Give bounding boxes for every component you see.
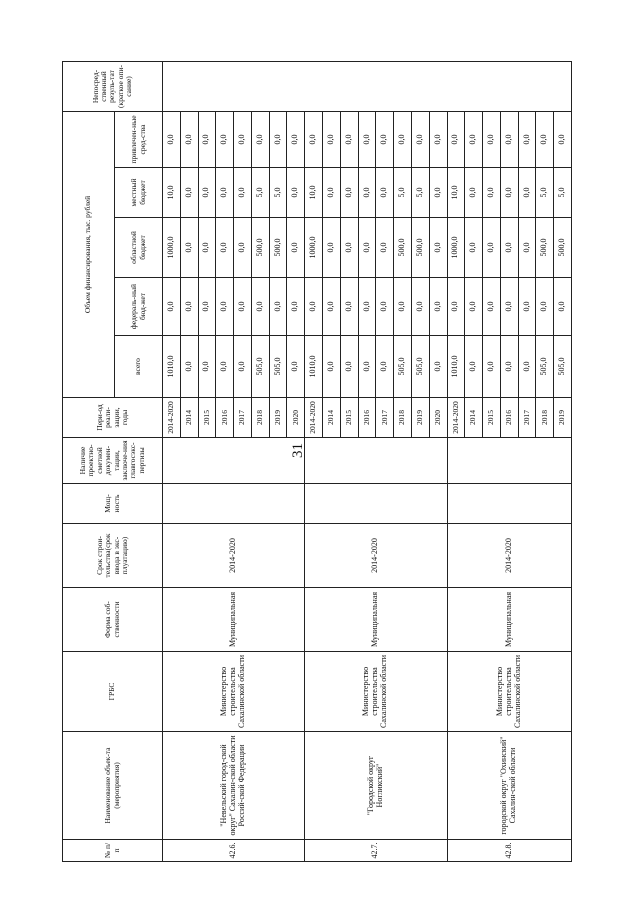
header-design: Наличие проектно-сметной докумен-тации, заключе-ния главгосэкс-пертизы [63,438,163,484]
regional-cell: 1000,0 [163,218,181,278]
power-cell [305,484,447,524]
period-cell: 2014 [465,398,483,438]
local-cell: 10,0 [305,168,323,218]
attracted-cell: 0,0 [251,111,269,167]
result-cell [163,61,572,111]
total-cell: 505,0 [269,336,287,398]
total-cell: 0,0 [483,336,501,398]
total-cell: 0,0 [376,336,394,398]
total-cell: 0,0 [198,336,216,398]
period-cell: 2018 [394,398,412,438]
header-term: Срок строи-тельства(срок ввода в экс-плуатацию) [63,524,163,588]
regional-cell: 500,0 [411,218,429,278]
total-cell: 505,0 [536,336,554,398]
federal-cell: 0,0 [429,278,447,336]
attracted-cell: 0,0 [376,111,394,167]
local-cell: 0,0 [216,168,234,218]
header-local: местный бюджет [115,168,163,218]
total-cell: 0,0 [340,336,358,398]
local-cell: 0,0 [429,168,447,218]
financing-table [62,61,572,862]
total-cell: 0,0 [465,336,483,398]
federal-cell: 0,0 [536,278,554,336]
page-number: 31 [290,443,306,458]
header-period: Пери-од реали-зации, годы [63,398,163,438]
local-cell: 5,0 [536,168,554,218]
local-cell: 5,0 [269,168,287,218]
ownership-cell: Муниципальная [163,588,305,652]
attracted-cell: 0,0 [216,111,234,167]
federal-cell: 0,0 [287,278,305,336]
period-cell: 2019 [411,398,429,438]
local-cell: 10,0 [447,168,465,218]
regional-cell: 500,0 [536,218,554,278]
period-cell: 2014-2020 [305,398,323,438]
regional-cell: 0,0 [465,218,483,278]
period-cell: 2019 [269,398,287,438]
header-attracted: привлечен-ные сред-ства [115,111,163,167]
federal-cell: 0,0 [163,278,181,336]
period-cell: 2014 [323,398,341,438]
local-cell: 0,0 [198,168,216,218]
period-cell: 2015 [340,398,358,438]
federal-cell: 0,0 [358,278,376,336]
federal-cell: 0,0 [198,278,216,336]
period-cell: 2015 [483,398,501,438]
period-cell: 2017 [234,398,252,438]
table-row [305,61,323,861]
attracted-cell: 0,0 [269,111,287,167]
power-cell [163,484,305,524]
regional-cell: 0,0 [198,218,216,278]
attracted-cell: 0,0 [447,111,465,167]
header-federal: федераль-ный бюд-жет [115,278,163,336]
federal-cell: 0,0 [465,278,483,336]
total-cell: 0,0 [234,336,252,398]
local-cell: 0,0 [518,168,536,218]
local-cell: 5,0 [554,168,572,218]
total-cell: 1010,0 [305,336,323,398]
regional-cell: 500,0 [554,218,572,278]
local-cell: 0,0 [465,168,483,218]
local-cell: 5,0 [251,168,269,218]
table-body [163,61,572,861]
local-cell: 0,0 [500,168,518,218]
row-number: 42.8. [447,840,572,862]
federal-cell: 0,0 [500,278,518,336]
regional-cell: 500,0 [269,218,287,278]
federal-cell: 0,0 [554,278,572,336]
attracted-cell: 0,0 [483,111,501,167]
attracted-cell: 0,0 [358,111,376,167]
table-row [163,61,181,861]
period-cell: 2020 [429,398,447,438]
attracted-cell: 0,0 [518,111,536,167]
attracted-cell: 0,0 [198,111,216,167]
total-cell: 0,0 [358,336,376,398]
term-cell: 2014-2020 [163,524,305,588]
regional-cell: 0,0 [234,218,252,278]
federal-cell: 0,0 [305,278,323,336]
header-num: № п/п [63,840,163,862]
design-cell [447,438,572,484]
regional-cell: 0,0 [376,218,394,278]
period-cell: 2014 [180,398,198,438]
local-cell: 0,0 [483,168,501,218]
regional-cell: 500,0 [394,218,412,278]
header-name: Наименование объек-та (мероприятия) [63,732,163,840]
local-cell: 0,0 [340,168,358,218]
regional-cell: 0,0 [483,218,501,278]
term-cell: 2014-2020 [447,524,572,588]
attracted-cell: 0,0 [554,111,572,167]
regional-cell: 1000,0 [447,218,465,278]
object-name: "Городской округ Ногликский" [305,732,447,840]
total-cell: 0,0 [216,336,234,398]
object-name: городской округ "Охинский" Сахалин-ской области [447,732,572,840]
design-cell [305,438,447,484]
federal-cell: 0,0 [518,278,536,336]
regional-cell: 0,0 [287,218,305,278]
total-cell: 1010,0 [163,336,181,398]
attracted-cell: 0,0 [323,111,341,167]
federal-cell: 0,0 [394,278,412,336]
federal-cell: 0,0 [180,278,198,336]
federal-cell: 0,0 [376,278,394,336]
period-cell: 2015 [198,398,216,438]
table-row [447,61,465,861]
regional-cell: 1000,0 [305,218,323,278]
period-cell: 2016 [500,398,518,438]
table-header [63,61,163,861]
ownership-cell: Муниципальная [447,588,572,652]
period-cell: 2017 [376,398,394,438]
design-cell [163,438,305,484]
grbs-cell: Министерство строительства Сахалинской области [305,652,447,732]
period-cell: 2018 [536,398,554,438]
power-cell [447,484,572,524]
attracted-cell: 0,0 [305,111,323,167]
local-cell: 0,0 [180,168,198,218]
local-cell: 0,0 [287,168,305,218]
federal-cell: 0,0 [340,278,358,336]
ownership-cell: Муниципальная [305,588,447,652]
header-regional: областной бюджет [115,218,163,278]
regional-cell: 0,0 [180,218,198,278]
attracted-cell: 0,0 [411,111,429,167]
grbs-cell: Министерство строительства Сахалинской области [163,652,305,732]
attracted-cell: 0,0 [287,111,305,167]
attracted-cell: 0,0 [234,111,252,167]
period-cell: 2017 [518,398,536,438]
attracted-cell: 0,0 [429,111,447,167]
federal-cell: 0,0 [251,278,269,336]
federal-cell: 0,0 [216,278,234,336]
attracted-cell: 0,0 [536,111,554,167]
header-result: Непосред-ственный резуль-тат (краткое опи-сание) [63,61,163,111]
total-cell: 0,0 [180,336,198,398]
total-cell: 0,0 [323,336,341,398]
period-cell: 2016 [358,398,376,438]
local-cell: 0,0 [358,168,376,218]
term-cell: 2014-2020 [305,524,447,588]
attracted-cell: 0,0 [465,111,483,167]
total-cell: 505,0 [554,336,572,398]
regional-cell: 500,0 [251,218,269,278]
local-cell: 5,0 [411,168,429,218]
attracted-cell: 0,0 [163,111,181,167]
regional-cell: 0,0 [429,218,447,278]
local-cell: 5,0 [394,168,412,218]
total-cell: 505,0 [394,336,412,398]
local-cell: 0,0 [234,168,252,218]
header-funding: Объем финансирования, тыс. рублей [63,111,115,397]
period-cell: 2014-2020 [163,398,181,438]
total-cell: 1010,0 [447,336,465,398]
regional-cell: 0,0 [340,218,358,278]
attracted-cell: 0,0 [180,111,198,167]
total-cell: 505,0 [411,336,429,398]
attracted-cell: 0,0 [340,111,358,167]
total-cell: 0,0 [287,336,305,398]
header-power: Мощ-ность [63,484,163,524]
federal-cell: 0,0 [269,278,287,336]
period-cell: 2018 [251,398,269,438]
object-name: "Невельский город-ской округ" Сахалин-ской области Россий-ской Федерации [163,732,305,840]
grbs-cell: Министерство строительства Сахалинской области [447,652,572,732]
total-cell: 0,0 [429,336,447,398]
header-grbs: ГРБС [63,652,163,732]
attracted-cell: 0,0 [394,111,412,167]
regional-cell: 0,0 [216,218,234,278]
federal-cell: 0,0 [447,278,465,336]
period-cell: 2019 [554,398,572,438]
federal-cell: 0,0 [323,278,341,336]
federal-cell: 0,0 [483,278,501,336]
period-cell: 2020 [287,398,305,438]
header-total: всего [115,336,163,398]
period-cell: 2016 [216,398,234,438]
period-cell: 2014-2020 [447,398,465,438]
regional-cell: 0,0 [323,218,341,278]
header-ownership: Форма соб-ственности [63,588,163,652]
rotated-document [62,62,572,862]
row-number: 42.7. [305,840,447,862]
local-cell: 0,0 [376,168,394,218]
total-cell: 505,0 [251,336,269,398]
regional-cell: 0,0 [500,218,518,278]
row-number: 42.6. [163,840,305,862]
federal-cell: 0,0 [234,278,252,336]
regional-cell: 0,0 [358,218,376,278]
total-cell: 0,0 [518,336,536,398]
local-cell: 0,0 [323,168,341,218]
total-cell: 0,0 [500,336,518,398]
attracted-cell: 0,0 [500,111,518,167]
regional-cell: 0,0 [518,218,536,278]
local-cell: 10,0 [163,168,181,218]
federal-cell: 0,0 [411,278,429,336]
